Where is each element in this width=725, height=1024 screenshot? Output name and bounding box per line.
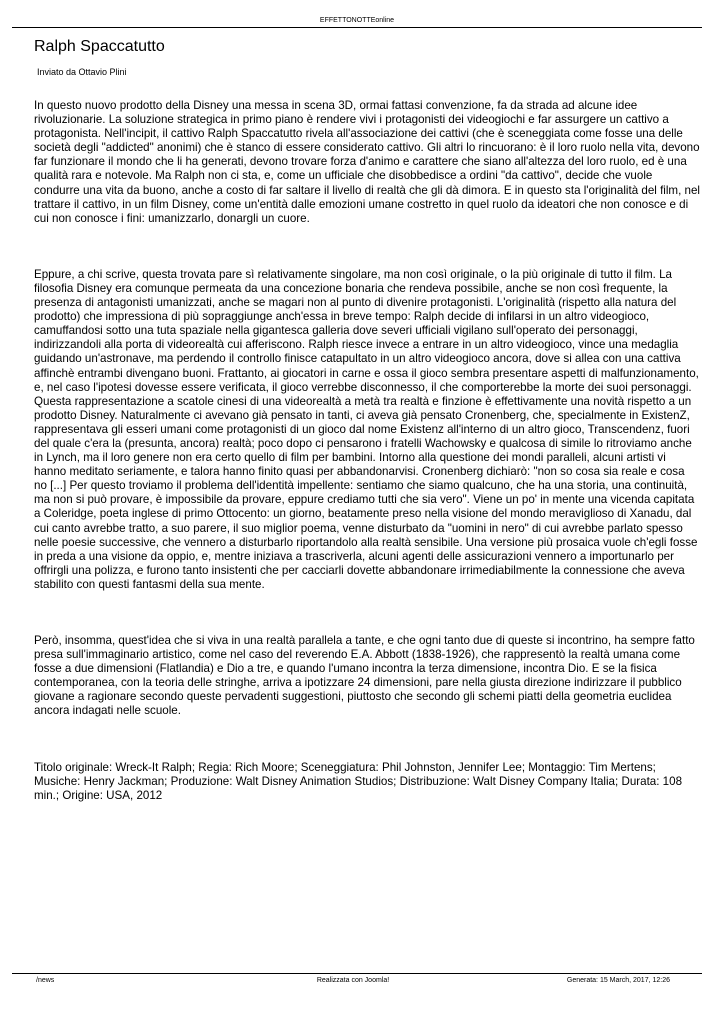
header-divider (12, 27, 702, 28)
footer-generated-date: Generata: 15 March, 2017, 12:26 (566, 977, 670, 984)
site-header: EFFETTONOTTEonline (319, 17, 395, 24)
article-author: Inviato da Ottavio Plini (37, 67, 127, 77)
article-credits: Titolo originale: Wreck-It Ralph; Regia: Rich Moore; Sceneggiatura: Phil Johnston, Jennifer Lee; Montaggio: Tim Mertens; Musiche: Henry Jackman; Produzione: Walt Disney Animation Studios; Distribuzione: Walt Disney Company Italia; Durata: 108 min.; Origine: USA, 2012 (34, 760, 683, 802)
article-body (34, 99, 700, 845)
article-paragraph: Però, insomma, quest'idea che si viva in una realtà parallela a tante, e che ogni tanto due di queste si incontrino, ha sempre fatto presa sull'immaginario artistico, come nel caso del reverendo E.A. Abbott (1838-1926), che rappresentò la realtà umana come fosse a due dimensioni (Flatlandia) e Dio a tre, e quando l'umano incontra la terza dimensione, incontra Dio. E se la fisica contemporanea, con la teoria delle stringhe, arriva a ipotizzare 24 dimensioni, pare nella giusta direzione indirizzare il pubblico giovane a ragionare secondo queste pervadenti suggestioni, piuttosto che secondo gli schemi piatti della geometria euclidea ancora indagati nelle scuole. (34, 634, 695, 718)
article-paragraph: In questo nuovo prodotto della Disney una messa in scena 3D, ormai fattasi convenzione, fa da strada ad alcune idee rivoluzionarie. La soluzione strategica in primo piano è rendere vivi i protagonisti dei videogiochi e far assurgere un cattivo a protagonista. Nell'incipit, il cattivo Ralph Spaccatutto rivela all'associazione dei cattivi (che è sceneggiata come fosse una delle società degli "addicted" anonimi) che è stanco di essere considerato cattivo. Gli altri lo rincuorano: è il loro ruolo nella vita, devono far funzionare il mondo che li ha generati, devono trovare forza d'animo e carattere che siano all'altezza del loro ruolo, ed è una qualità rara e notevole. Ma Ralph non ci sta, e, come un ufficiale che disobbedisce a ordini "da cattivo", decide che vuole condurre una vita da buono, anche a costo di far saltare il livello di realtà che gli dà dimora. E in questo sta l'originalità del film, nel trattare il cattivo, in un film Disney, come un'entità dalle emozioni umane costretto in quel ruolo da ideatori che non conosce e di cui non conosce i fini: umanizzarlo, donargli un cuore. (34, 99, 701, 225)
footer-divider (12, 973, 702, 974)
footer-credit: Realizzata con Joomla! (316, 977, 390, 984)
article-paragraph: Eppure, a chi scrive, questa trovata pare sì relativamente singolare, ma non così originale, o la più originale di tutto il film. La filosofia Disney era comunque permeata da una concezione bonaria che rendeva possibile, anche se non così frequente, la presenza di antagonisti umanizzati, anche se magari non al punto di divenire protagonisti. L'originalità (rispetto alla natura del prodotto) che impressiona di più sopraggiunge anch'essa in breve tempo: Ralph decide di infilarsi in un altro videogioco, camuffandosi sotto una tuta spaziale nella gigantesca galleria dove severi ufficiali vigilano sull'operato dei personaggi, indirizzandoli alla porta di videorealtà cui afferiscono. Ralph riesce invece a entrare in un altro videogioco, vince una medaglia guidando un'astronave, ma perdendo il controllo finisce catapultato in un altro videogioco ancora, dove si allea con una cattiva affinchè entrambi divengano buoni. Frattanto, ai giocatori in carne e ossa il gioco sembra presentare aspetti di malfunzionamento, e, nel caso l'ipotesi dovesse essere verificata, il gioco verrebbe disconnesso, il che comporterebbe la morte dei suoi personaggi. Questa rappresentazione a scatole cinesi di una videorealtà a metà tra realtà e finzione è effettivamente una novità rispetto a un prodotto Disney. Naturalmente ci avevano già pensato in tanti, ci aveva già pensato Cronenberg, che, specialmente in ExistenZ, rappresentava gli esseri umani come protagonisti di un gioco dal nome Existenz all'interno di un altro gioco, Transcendenz, fuori del quale c'era la (presunta, ancora) realtà; poco dopo ci pensarono i fratelli Wachowsky e qualcosa di simile lo ritroviamo anche in Lynch, ma il loro genere non era certo quello di film per bambini. Intorno alla questione dei mondi paralleli, alcuni artisti vi hanno meditato seriamente, e talora hanno finito quasi per abbandonarvisi. Cronenberg dichiarò: "non so cosa sia reale e cosa no [...] Per questo troviamo il problema dell'identità impellente: sentiamo che siamo qualcuno, che ha una storia, una continuità, ma non si può provare, è impossibile da provare, eppure crediamo tutti che sia vero". Viene un po' in mente una vicenda capitata a Coleridge, poeta inglese di primo Ottocento: un giorno, beatamente preso nella visione del mondo meraviglioso di Xanadu, dal cui canto avrebbe tratto, a suo parere, il suo miglior poema, venne disturbato da "uomini in nero" di cui avrebbe parlato spesso nelle poesie successive, che vennero a disturbarlo riportandolo alla realtà sensibile. Una versione più prosaica vuole ch'egli fosse in preda a una visione da oppio, e, mentre iniziava a trascriverla, alcuni agenti delle assicurazioni vennero a importunarlo per offrirgli una polizza, e furono tanto insistenti che per cacciarli dovette abbandonare irrimediabilmente la connessione che aveva stabilito con questi fantasmi della sua mente. (34, 267, 699, 591)
footer-path-link[interactable]: /news (36, 977, 55, 984)
article-title: Ralph Spaccatutto (34, 38, 165, 55)
site-footer (36, 976, 670, 985)
